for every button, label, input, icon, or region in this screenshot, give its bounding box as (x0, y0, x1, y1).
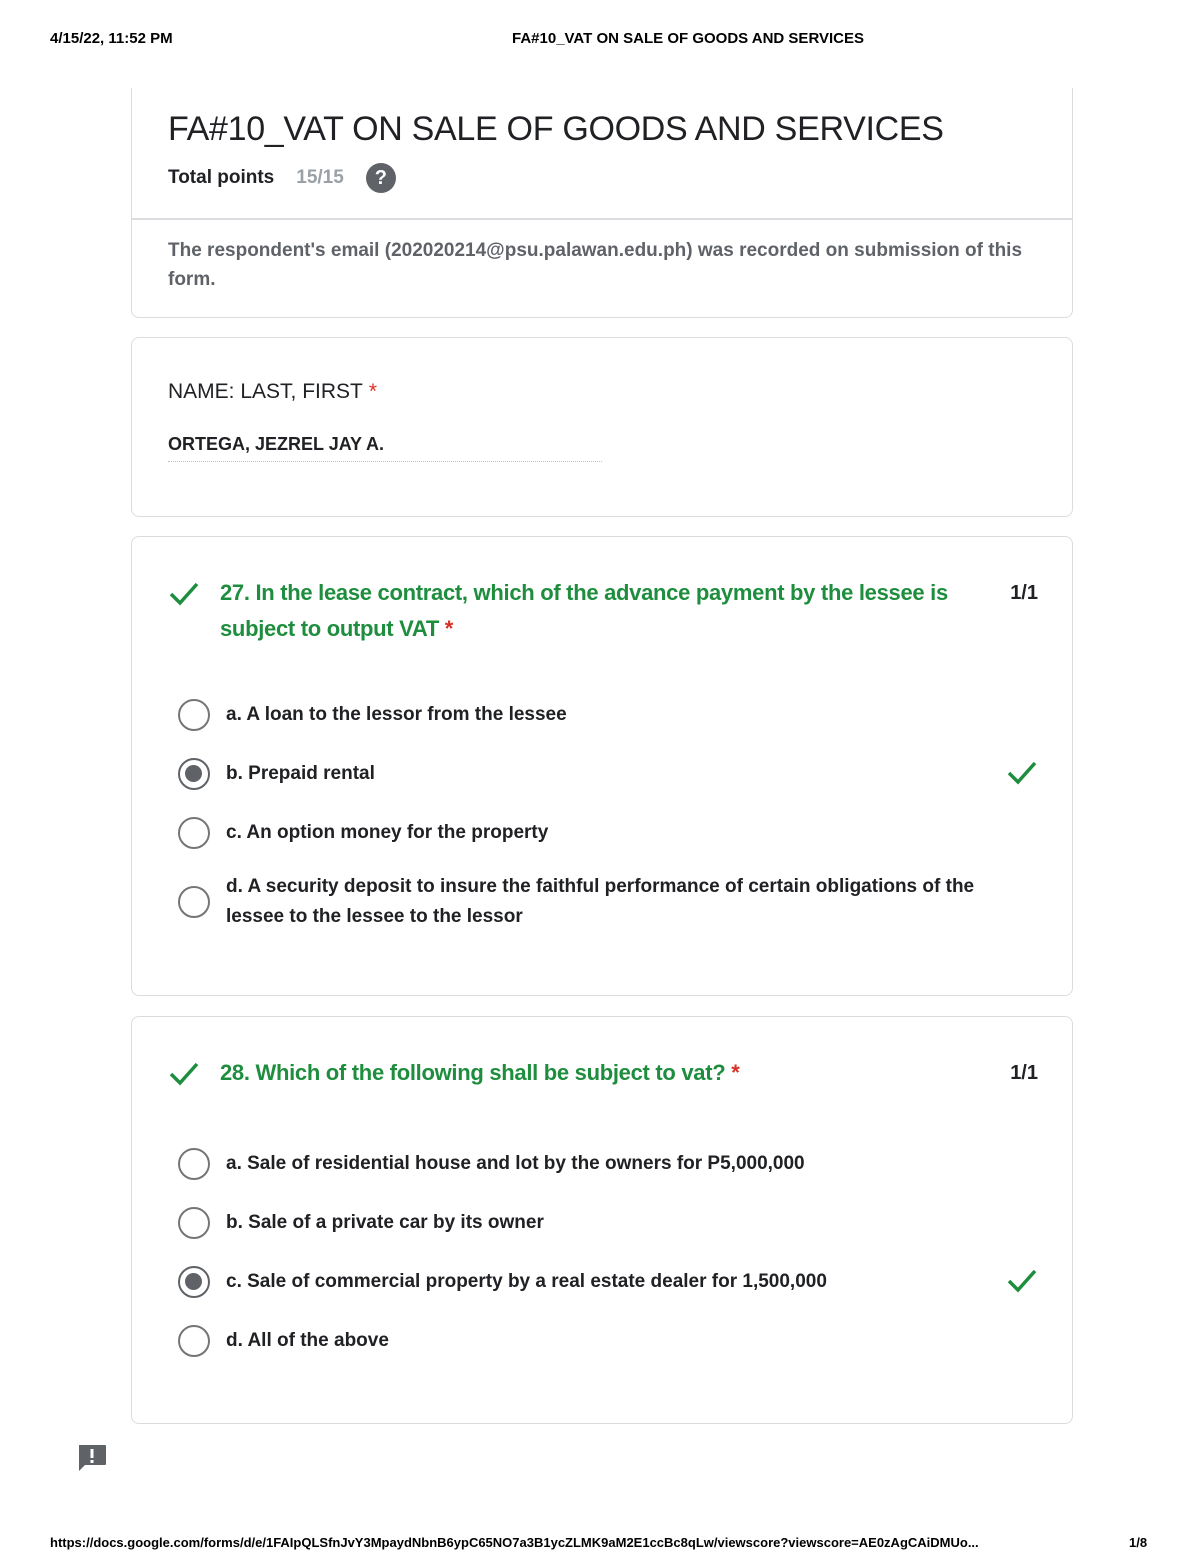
respondent-email: 202020214@psu.palawan.edu.ph (391, 240, 687, 261)
option-c[interactable] (178, 817, 1038, 849)
question-score: 1/1 (1010, 1062, 1038, 1084)
question-title: 28. Which of the following shall be subject to vat? (220, 1060, 726, 1085)
question-text (220, 575, 1000, 647)
radio-button[interactable] (178, 1325, 210, 1357)
name-question-card (131, 337, 1073, 517)
option-b[interactable] (178, 758, 1038, 790)
option-label: a. Sale of residential house and lot by the owners for P5,000,000 (226, 1153, 805, 1174)
feedback-icon[interactable] (76, 1443, 108, 1473)
option-a[interactable] (178, 1148, 1038, 1180)
question-title: 27. In the lease contract, which of the advance payment by the lessee is subject to output VAT (220, 580, 948, 641)
name-answer-field[interactable]: ORTEGA, JEZREL JAY A. (168, 434, 602, 462)
print-datetime: 4/15/22, 11:52 PM (50, 30, 173, 47)
radio-button[interactable] (178, 1207, 210, 1239)
print-doc-title: FA#10_VAT ON SALE OF GOODS AND SERVICES (512, 30, 865, 47)
page-number: 1/8 (1129, 1535, 1148, 1550)
radio-button[interactable] (178, 699, 210, 731)
option-label: d. All of the above (226, 1330, 389, 1351)
correct-check-icon (168, 579, 200, 607)
question-card-28 (131, 1016, 1073, 1424)
required-asterisk: * (368, 380, 378, 403)
required-asterisk: * (444, 616, 454, 641)
name-question-label (168, 380, 377, 404)
radio-button[interactable] (178, 1148, 210, 1180)
question-mark-icon[interactable]: ? (366, 163, 396, 193)
name-question-text: NAME: LAST, FIRST (168, 380, 363, 403)
question-text (220, 1055, 1000, 1091)
correct-check-icon (1006, 1266, 1038, 1294)
radio-button[interactable] (178, 817, 210, 849)
correct-check-icon (1006, 758, 1038, 786)
question-card-27 (131, 536, 1073, 996)
option-label: c. Sale of commercial property by a real estate dealer for 1,500,000 (226, 1271, 827, 1292)
email-note (168, 236, 1048, 294)
option-c[interactable] (178, 1266, 1038, 1298)
required-asterisk: * (731, 1060, 740, 1085)
total-points-row (168, 166, 396, 190)
option-label: b. Sale of a private car by its owner (226, 1212, 544, 1233)
radio-button-selected[interactable] (178, 758, 210, 790)
email-note-prefix: The respondent's email ( (168, 240, 392, 261)
option-d[interactable] (178, 1325, 1038, 1357)
option-b[interactable] (178, 1207, 1038, 1239)
option-label: d. A security deposit to insure the faithful performance of certain obligations of the lessee to the lessee to the lessor (226, 876, 975, 927)
option-label: c. An option money for the property (226, 822, 549, 843)
correct-check-icon (168, 1059, 200, 1087)
option-label: a. A loan to the lessor from the lessee (226, 704, 567, 725)
divider (132, 218, 1072, 220)
question-score: 1/1 (1010, 582, 1038, 604)
total-points-label: Total points (168, 167, 275, 188)
option-d[interactable] (178, 872, 1038, 932)
print-header (0, 30, 1200, 50)
total-points-value: 15/15 (296, 167, 344, 188)
email-note-suffix: ) was recorded on submission of this form. (168, 240, 1023, 290)
form-header-card (131, 88, 1073, 318)
option-label: b. Prepaid rental (226, 763, 375, 784)
form-title: FA#10_VAT ON SALE OF GOODS AND SERVICES (168, 110, 944, 148)
radio-button[interactable] (178, 886, 210, 918)
print-url: https://docs.google.com/forms/d/e/1FAIpQLSfnJvY3MpaydNbnB6ypC65NO7a3B1ycZLMK9aM2E1ccBc8qLw/viewscore?viewscore=AE0zAgCAiDMUo... (50, 1535, 979, 1550)
radio-button-selected[interactable] (178, 1266, 210, 1298)
option-a[interactable] (178, 699, 1038, 731)
